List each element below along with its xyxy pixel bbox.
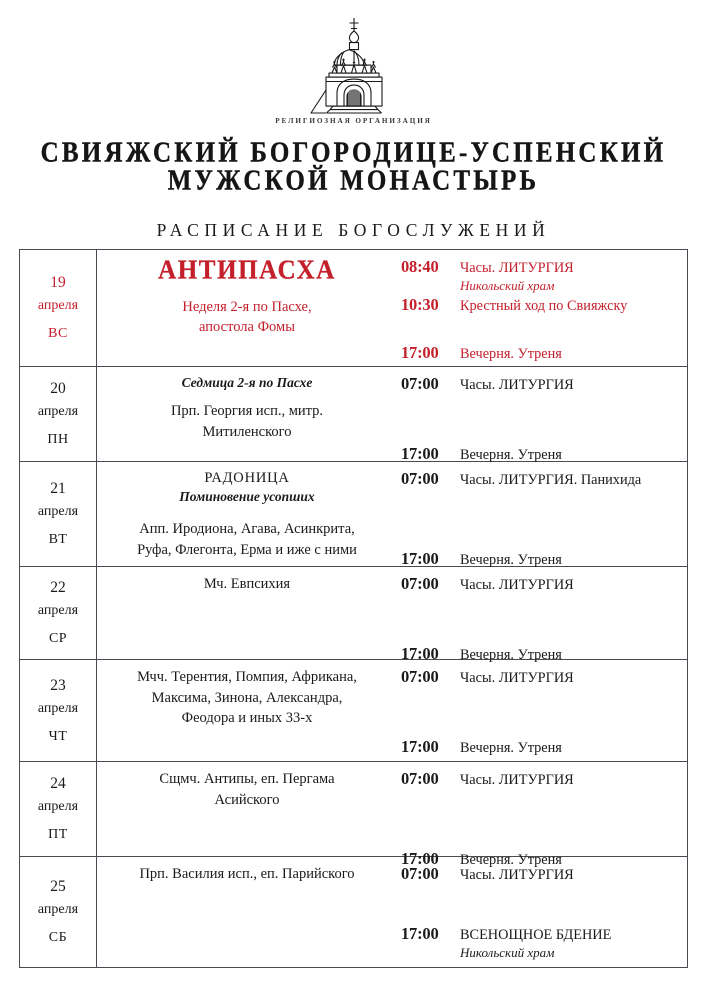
service-description: Часы. ЛИТУРГИЯ <box>460 867 574 883</box>
date-dayofweek: ВТ <box>48 532 68 547</box>
feast-cell <box>97 762 397 856</box>
feast-line: Асийского <box>214 791 280 808</box>
feast-line: Неделя 2-я по Пасхе, <box>182 298 312 315</box>
spacer <box>401 396 683 444</box>
date-month: апреля <box>37 799 79 815</box>
service-description: Часы. ЛИТУРГИЯ <box>460 772 574 788</box>
date-dayofweek: ПТ <box>48 827 68 842</box>
date-month: апреля <box>37 404 79 420</box>
row-body <box>97 367 687 461</box>
table-row <box>20 660 687 762</box>
feast-line: Мч. Евпсихия <box>203 576 291 592</box>
date-day: 24 <box>50 775 66 793</box>
spacer <box>401 596 683 644</box>
row-body <box>97 250 687 366</box>
service-entry <box>401 343 683 364</box>
monastery-name-line-1: СВИЯЖСКИЙ БОГОРОДИЦЕ-УСПЕНСКИЙ <box>40 138 667 169</box>
feast-title: РАДОНИЦА <box>204 470 290 486</box>
service-entry <box>401 769 683 790</box>
date-day: 21 <box>50 480 66 498</box>
feast-cell <box>97 367 397 461</box>
monastery-name <box>0 138 707 197</box>
monastery-name-line-2: МУЖСКОЙ МОНАСТЫРЬ <box>167 166 540 197</box>
feast-cell <box>97 857 397 967</box>
service-entry <box>401 374 683 395</box>
spacer <box>401 491 683 549</box>
feast-week-label: Седмица 2-я по Пасхе <box>181 375 313 390</box>
services-cell <box>397 462 687 566</box>
spacer <box>401 886 683 924</box>
date-cell <box>20 567 97 659</box>
date-month: апреля <box>37 504 79 520</box>
service-entry <box>401 737 683 758</box>
service-location: Никольский храм <box>460 277 555 293</box>
service-entry <box>401 469 683 490</box>
date-cell <box>20 462 97 566</box>
date-dayofweek: ПН <box>47 432 69 447</box>
service-description: Вечерня. Утреня <box>460 739 562 756</box>
table-row <box>20 567 687 663</box>
service-entry <box>401 574 683 595</box>
date-cell <box>20 660 97 761</box>
feast-title: АНТИПАСХА <box>158 255 336 286</box>
services-cell <box>397 367 687 461</box>
service-description: Часы. ЛИТУРГИЯ <box>460 577 574 593</box>
service-location: Никольский храм <box>460 944 555 960</box>
service-entry <box>401 864 683 885</box>
service-description: Вечерня. Утреня <box>460 345 562 362</box>
services-cell <box>397 762 687 868</box>
spacer <box>103 506 391 519</box>
feast-subtitle: Поминовение усопших <box>179 488 315 504</box>
feast-line: Феодора и иных 33-х <box>181 710 313 727</box>
service-time: 07:00 <box>401 374 439 393</box>
service-description: Вечерня. Утреня <box>460 446 562 463</box>
organization-label: РЕЛИГИОЗНАЯ ОРГАНИЗАЦИЯ <box>275 117 432 125</box>
services-cell <box>397 250 687 366</box>
service-description: Вечерня. Утреня <box>460 551 562 568</box>
service-time: 17:00 <box>401 643 439 663</box>
service-description: Крестный ход по Свияжску <box>460 297 628 314</box>
service-description: Часы. ЛИТУРГИЯ. Панихида <box>460 472 642 488</box>
service-time: 17:00 <box>401 736 439 756</box>
spacer <box>401 317 683 343</box>
service-time: 07:00 <box>401 864 439 883</box>
date-month: апреля <box>37 700 79 716</box>
date-day: 25 <box>50 878 66 896</box>
table-row <box>20 250 687 367</box>
date-cell <box>20 250 97 366</box>
service-time: 10:30 <box>401 294 439 314</box>
feast-line: апостола Фомы <box>199 319 295 336</box>
services-cell <box>397 567 687 663</box>
date-day: 22 <box>50 579 66 597</box>
services-cell <box>397 857 687 967</box>
feast-line: Сщмч. Антипы, еп. Пергама <box>159 771 335 787</box>
feast-cell <box>97 567 397 659</box>
service-time: 07:00 <box>401 469 439 488</box>
service-description: Вечерня. Утреня <box>460 851 562 868</box>
feast-cell <box>97 660 397 761</box>
feast-line: Руфа, Флегонта, Ерма и иже с ними <box>137 541 357 558</box>
service-description: Часы. ЛИТУРГИЯ <box>460 377 574 393</box>
feast-line: Митиленского <box>202 423 292 440</box>
date-dayofweek: ЧТ <box>48 728 68 744</box>
feast-line: Максима, Зинона, Александра, <box>151 689 343 706</box>
date-dayofweek: СР <box>48 631 68 646</box>
service-description: Часы. ЛИТУРГИЯ <box>460 670 574 686</box>
monastery-church-icon <box>299 14 409 114</box>
service-entry <box>401 295 683 316</box>
service-time: 07:00 <box>401 667 439 686</box>
service-entry <box>401 924 683 962</box>
date-day: 19 <box>50 274 66 292</box>
row-body <box>97 462 687 566</box>
date-month: апреля <box>37 902 79 918</box>
table-row <box>20 367 687 462</box>
row-body <box>97 567 687 663</box>
service-description: Вечерня. Утреня <box>460 646 562 663</box>
service-entry <box>401 667 683 688</box>
feast-cell <box>97 462 397 566</box>
date-cell <box>20 762 97 856</box>
service-time: 17:00 <box>401 342 439 362</box>
service-time: 07:00 <box>401 574 439 593</box>
table-row <box>20 462 687 567</box>
service-time: 07:00 <box>401 769 439 788</box>
date-dayofweek: ВС <box>48 326 68 341</box>
row-body <box>97 857 687 967</box>
feast-line: Мчч. Терентия, Помпия, Африкана, <box>137 669 357 685</box>
date-month: апреля <box>37 298 79 314</box>
service-time: 08:40 <box>401 257 439 276</box>
feast-cell <box>97 250 397 366</box>
feast-line: Апп. Иродиона, Агава, Асинкрита, <box>139 521 355 538</box>
page-header <box>0 0 707 241</box>
service-time: 17:00 <box>401 548 439 568</box>
service-description: ВСЕНОЩНОЕ БДЕНИЕ <box>460 926 612 943</box>
spacer <box>103 392 391 401</box>
date-cell <box>20 857 97 967</box>
service-description: Часы. ЛИТУРГИЯ <box>460 260 574 276</box>
date-day: 20 <box>50 380 66 398</box>
table-row <box>20 857 687 968</box>
services-cell <box>397 660 687 761</box>
page-title: РАСПИСАНИЕ БОГОСЛУЖЕНИЙ <box>156 220 551 240</box>
schedule-table <box>19 249 688 968</box>
spacer <box>401 689 683 737</box>
date-cell <box>20 367 97 461</box>
table-row <box>20 762 687 868</box>
service-time: 17:00 <box>401 923 439 943</box>
service-time: 17:00 <box>401 443 439 463</box>
date-dayofweek: СБ <box>48 930 68 945</box>
row-body <box>97 762 687 868</box>
row-body <box>97 660 687 761</box>
date-month: апреля <box>37 603 79 619</box>
feast-line: Прп. Василия исп., еп. Парийского <box>139 866 355 882</box>
spacer <box>401 791 683 849</box>
service-time: 17:00 <box>401 848 439 868</box>
date-day: 23 <box>50 676 66 694</box>
feast-line: Прп. Георгия исп., митр. <box>170 403 324 420</box>
service-entry <box>401 257 683 295</box>
